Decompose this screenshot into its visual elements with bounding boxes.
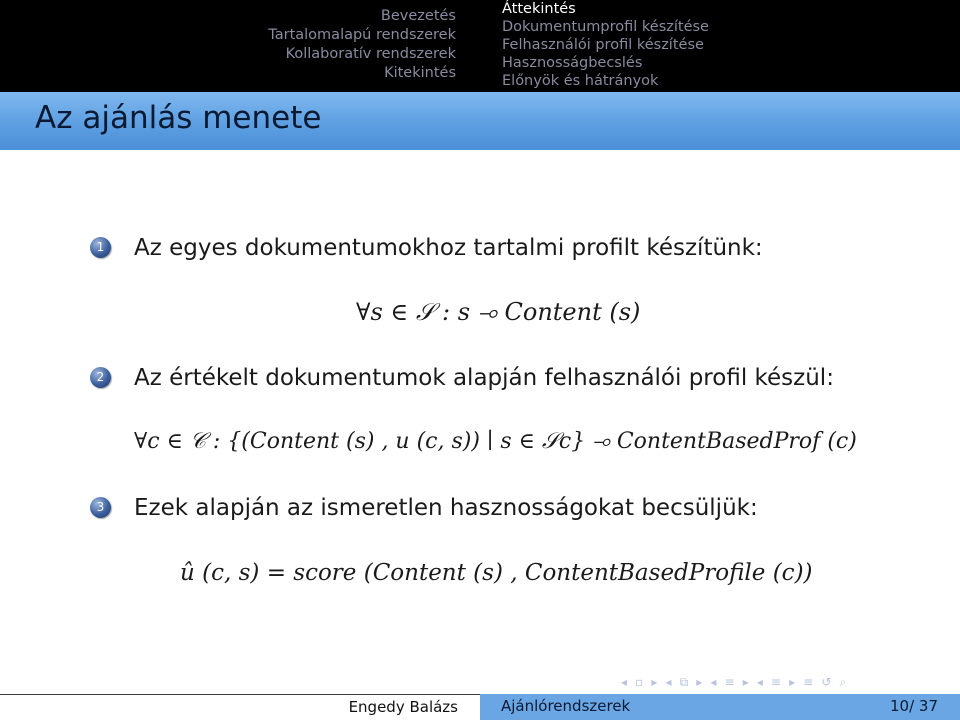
navigation-symbols bbox=[621, 671, 849, 689]
nav-next-part-icon[interactable]: ▸ bbox=[789, 675, 796, 689]
nav-section-kollaborativ[interactable]: Kollaboratív rendszerek bbox=[285, 46, 456, 62]
nav-next-section-icon[interactable]: ▸ bbox=[742, 675, 749, 689]
formula-user-profile: ∀c ∈ 𝒞 : {(Content (s) , u (c, s)) ∣ s ∈ 𝒮c} ⊸ ContentBasedProf (c) bbox=[134, 429, 857, 454]
nav-search-icon[interactable]: ⌕ bbox=[839, 675, 847, 689]
bullet-number-1: 1 bbox=[90, 237, 111, 258]
nav-section-icon[interactable]: ≡ bbox=[724, 675, 735, 689]
nav-section-kitekintes[interactable]: Kitekintés bbox=[384, 65, 456, 81]
frame-title-band bbox=[0, 92, 960, 150]
formula-utility-estimate: û (c, s) = score (Content (s) , ContentBasedProfile (c)) bbox=[180, 560, 813, 586]
footer-title-box bbox=[480, 694, 960, 720]
subsection-navigation bbox=[502, 0, 960, 92]
nav-prev-frame-icon[interactable]: ◂ bbox=[621, 675, 628, 689]
footer bbox=[0, 694, 960, 720]
footer-author-box bbox=[0, 694, 480, 720]
list-item-text: Az értékelt dokumentumok alapján felhasználói profil készül: bbox=[134, 365, 834, 391]
section-navigation bbox=[0, 0, 480, 92]
nav-back-icon[interactable]: ↺ bbox=[821, 675, 832, 689]
nav-prev-subsection-icon[interactable]: ◂ bbox=[665, 675, 672, 689]
formula-content-profile: ∀s ∈ 𝒮 : s ⊸ Content (s) bbox=[356, 298, 641, 326]
nav-section-bevezetes[interactable]: Bevezetés bbox=[380, 8, 456, 24]
nav-section-tartalomalapu[interactable]: Tartalomalapú rendszerek bbox=[268, 27, 456, 43]
nav-subsection-hasznossagbecsles[interactable]: Hasznosságbecslés bbox=[502, 55, 643, 71]
bullet-number-2: 2 bbox=[90, 367, 111, 388]
nav-subsection-elonyok[interactable]: Előnyök és hátrányok bbox=[502, 73, 659, 89]
list-item-text: Az egyes dokumentumokhoz tartalmi profilt készítünk: bbox=[134, 235, 763, 261]
nav-prev-part-icon[interactable]: ◂ bbox=[756, 675, 763, 689]
list-item-text: Ezek alapján az ismeretlen hasznosságokat becsüljük: bbox=[134, 495, 758, 521]
nav-subsection-icon[interactable]: ⧉ bbox=[679, 675, 689, 689]
nav-subsection-dokumentumprofil[interactable]: Dokumentumprofil készítése bbox=[502, 19, 709, 35]
frame-title: Az ajánlás menete bbox=[35, 100, 322, 136]
nav-document-icon[interactable]: ≡ bbox=[803, 675, 814, 689]
header-navigation bbox=[0, 0, 960, 92]
footer-page-number: 10/ 37 bbox=[890, 697, 938, 715]
nav-subsection-attekintes[interactable]: Áttekintés bbox=[502, 1, 576, 17]
bullet-number-3: 3 bbox=[90, 497, 111, 518]
nav-next-frame-icon[interactable]: ▸ bbox=[651, 675, 658, 689]
nav-part-icon[interactable]: ≡ bbox=[770, 675, 781, 689]
nav-next-subsection-icon[interactable]: ▸ bbox=[696, 675, 703, 689]
nav-subsection-felhasznaloi-profil[interactable]: Felhasználói profil készítése bbox=[502, 37, 704, 53]
nav-prev-section-icon[interactable]: ◂ bbox=[710, 675, 717, 689]
footer-title: Ajánlórendszerek bbox=[501, 697, 631, 715]
nav-frame-icon[interactable]: ▫ bbox=[635, 675, 644, 689]
footer-author: Engedy Balázs bbox=[348, 698, 458, 716]
